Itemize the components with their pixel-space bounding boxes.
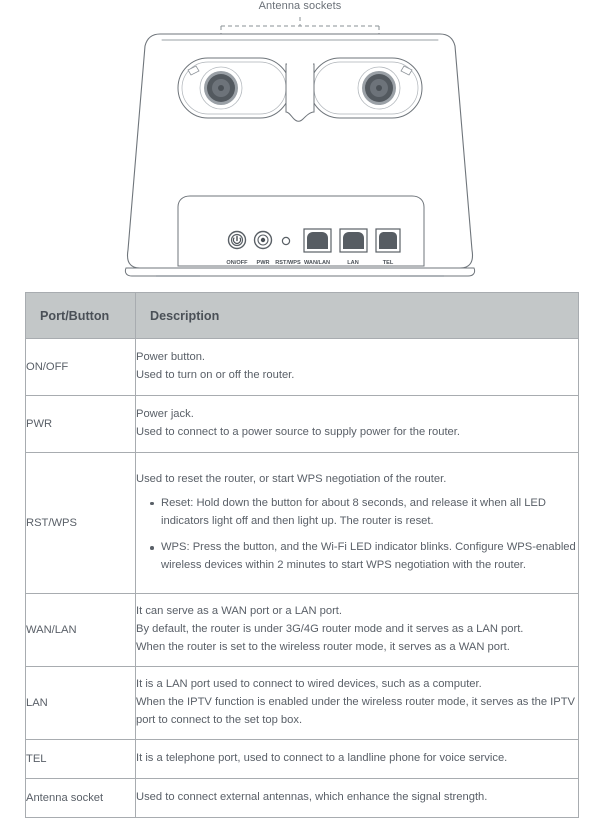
column-header-description-label: Description — [150, 308, 220, 323]
antenna-sockets-callout-label: Antenna sockets — [258, 0, 342, 12]
desc-line: Used to turn on or off the router. — [136, 369, 295, 381]
column-header-port-button-label: Port/Button — [40, 308, 110, 323]
desc-line: Used to connect external antennas, which enhance the signal strength. — [136, 791, 488, 804]
port-label-tel: TEL — [382, 260, 394, 266]
row-description-on-off — [136, 339, 579, 396]
row-key-on-off: ON/OFF — [26, 339, 136, 396]
row-key-wan-lan: WAN/LAN — [26, 594, 136, 667]
desc-bullet-list — [136, 495, 578, 575]
desc-line: When the IPTV function is enabled under the wireless router mode, it serves as the IPTV port to connect to the set top box. — [136, 696, 576, 726]
row-description-rst-wps — [136, 453, 579, 594]
router-diagram-figure — [0, 0, 600, 288]
desc-line: By default, the router is under 3G/4G router mode and it serves as a LAN port. — [136, 623, 524, 636]
router-base-group — [125, 268, 474, 276]
table-row — [26, 740, 579, 779]
wan-lan-port-icon — [304, 229, 331, 252]
row-key-lan: LAN — [26, 667, 136, 740]
on-off-button-icon — [229, 232, 246, 249]
table-row — [26, 594, 579, 667]
antenna-housing-bridge-cover — [287, 62, 313, 108]
row-key-antenna-socket: Antenna socket — [26, 779, 136, 818]
desc-line: Used to connect to a power source to supply power for the router. — [136, 426, 460, 438]
row-description-lan — [136, 667, 579, 740]
table-row — [26, 453, 579, 594]
table-row — [26, 396, 579, 453]
power-jack-icon — [255, 232, 272, 249]
desc-line: Power jack. — [136, 408, 194, 421]
port-label-wan-lan: WAN/LAN — [303, 260, 331, 266]
port-button-description-table — [25, 292, 579, 818]
desc-line: It can serve as a WAN port or a LAN port. — [136, 605, 343, 618]
desc-bullet-item: Reset: Hold down the button for about 8 seconds, and release it when all LED indicators light off and then light up. The router is reset. — [150, 495, 578, 530]
desc-bullet-item: WPS: Press the button, and the Wi-Fi LED indicator blinks. Configure WPS-enabled wireless devices within 2 minutes to start WPS negotiation with the router. — [150, 539, 578, 574]
table-header-row — [26, 293, 579, 339]
desc-line: It is a telephone port, used to connect to a landline phone for voice service. — [136, 752, 508, 765]
row-key-rst-wps: RST/WPS — [26, 453, 136, 594]
table-row — [26, 667, 579, 740]
router-base-rim — [125, 268, 474, 276]
column-header-description — [136, 293, 579, 339]
lan-port-icon — [340, 229, 367, 252]
table-row — [26, 339, 579, 396]
desc-line: Power button. — [136, 351, 206, 364]
port-label-on-off: ON/OFF — [226, 260, 248, 266]
port-label-lan: LAN — [347, 260, 359, 266]
row-key-tel: TEL — [26, 740, 136, 779]
row-description-tel — [136, 740, 579, 779]
row-description-antenna-socket — [136, 779, 579, 818]
row-description-wan-lan — [136, 594, 579, 667]
table-row — [26, 779, 579, 818]
port-label-pwr: PWR — [256, 260, 270, 266]
desc-line: It is a LAN port used to connect to wired devices, such as a computer. — [136, 678, 482, 691]
column-header-port-button — [26, 293, 136, 339]
row-description-pwr — [136, 396, 579, 453]
port-label-rst-wps: RST/WPS — [275, 260, 301, 266]
desc-line: When the router is set to the wireless router mode, it serves as a WAN port. — [136, 640, 510, 653]
router-illustration — [0, 0, 600, 288]
row-key-pwr: PWR — [26, 396, 136, 453]
desc-line: Used to reset the router, or start WPS negotiation of the router. — [136, 473, 447, 486]
tel-port-icon — [376, 229, 400, 252]
reset-wps-pinhole-icon — [282, 237, 289, 244]
table-body — [26, 339, 579, 818]
